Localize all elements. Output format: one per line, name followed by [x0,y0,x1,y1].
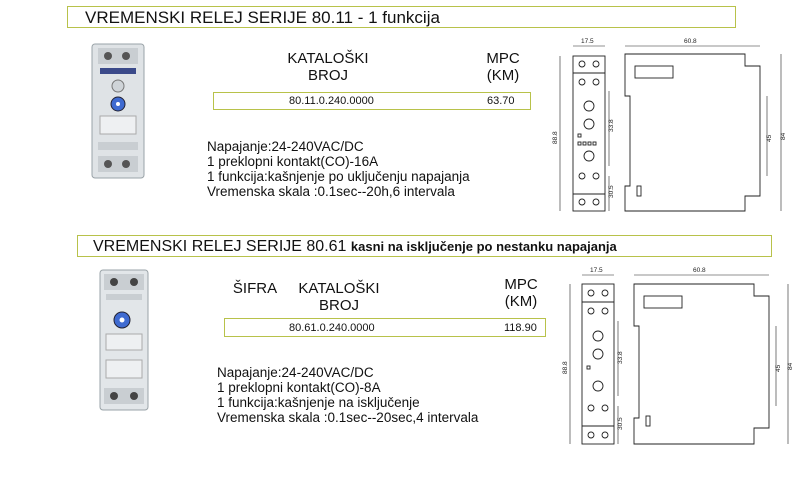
dim-height-45: 45 [775,364,782,372]
dim-height-low: 30.5 [617,417,624,430]
spec-line: Napajanje:24-240VAC/DC [217,365,374,380]
section1-header-price: MPC (KM) [486,50,520,84]
dim-width-front: 17.5 [581,38,594,45]
section2-header-catalog: KATALOŠKI BROJ [298,280,380,314]
spec-line: 1 preklopni kontakt(CO)-16A [207,154,379,169]
section1-title-text: VREMENSKI RELEJ SERIJE 80.11 - 1 funkcija [85,8,440,27]
section1-price-row [213,92,531,110]
section2-title-main: VREMENSKI RELEJ SERIJE 80.61 [93,238,351,255]
relay-photo-80-11 [88,42,152,182]
section2-catalog-no: 80.61.0.240.0000 [289,322,375,334]
section2-price-row [224,318,546,337]
dim-width-front: 17.5 [590,267,603,274]
spec-line: 1 funkcija:kašnjenje na isključenje [217,395,420,410]
dim-height-mid: 33.8 [608,119,615,132]
relay-photo-80-61 [94,268,156,416]
dim-height-mid: 33.8 [617,351,624,364]
spec-line: 1 funkcija:kašnjenje po uključenju napajanja [207,169,470,184]
spec-line: Napajanje:24-240VAC/DC [207,139,364,154]
section2-header-price: MPC (KM) [504,276,538,310]
dimension-drawing-80-61 [558,266,793,456]
section2-header-sifra: ŠIFRA [232,280,278,297]
section1-price: 63.70 [487,95,515,107]
dim-width-side: 60.8 [684,38,697,45]
section2-title-bold: kasni na isključenje po nestanku napajanja [350,239,617,254]
dim-height-84: 84 [780,132,787,140]
section2-title [77,235,772,257]
dim-height-low: 30.5 [608,185,615,198]
spec-line: Vremenska skala :0.1sec--20sec,4 intervala [217,410,479,425]
spec-line: Vremenska skala :0.1sec--20h,6 intervala [207,184,455,199]
spec-line: 1 preklopni kontakt(CO)-8A [217,380,381,395]
dim-height-84: 84 [787,362,794,370]
dim-height-45: 45 [766,134,773,142]
section1-catalog-no: 80.11.0.240.0000 [289,95,374,107]
section2-price: 118.90 [504,322,537,334]
section1-title [67,6,736,28]
section1-header-catalog: KATALOŠKI BROJ [287,50,369,84]
dim-width-side: 60.8 [693,267,706,274]
dim-height-total: 88.8 [552,131,559,144]
dim-height-total: 88.8 [562,361,569,374]
dimension-drawing-80-11 [545,36,785,221]
